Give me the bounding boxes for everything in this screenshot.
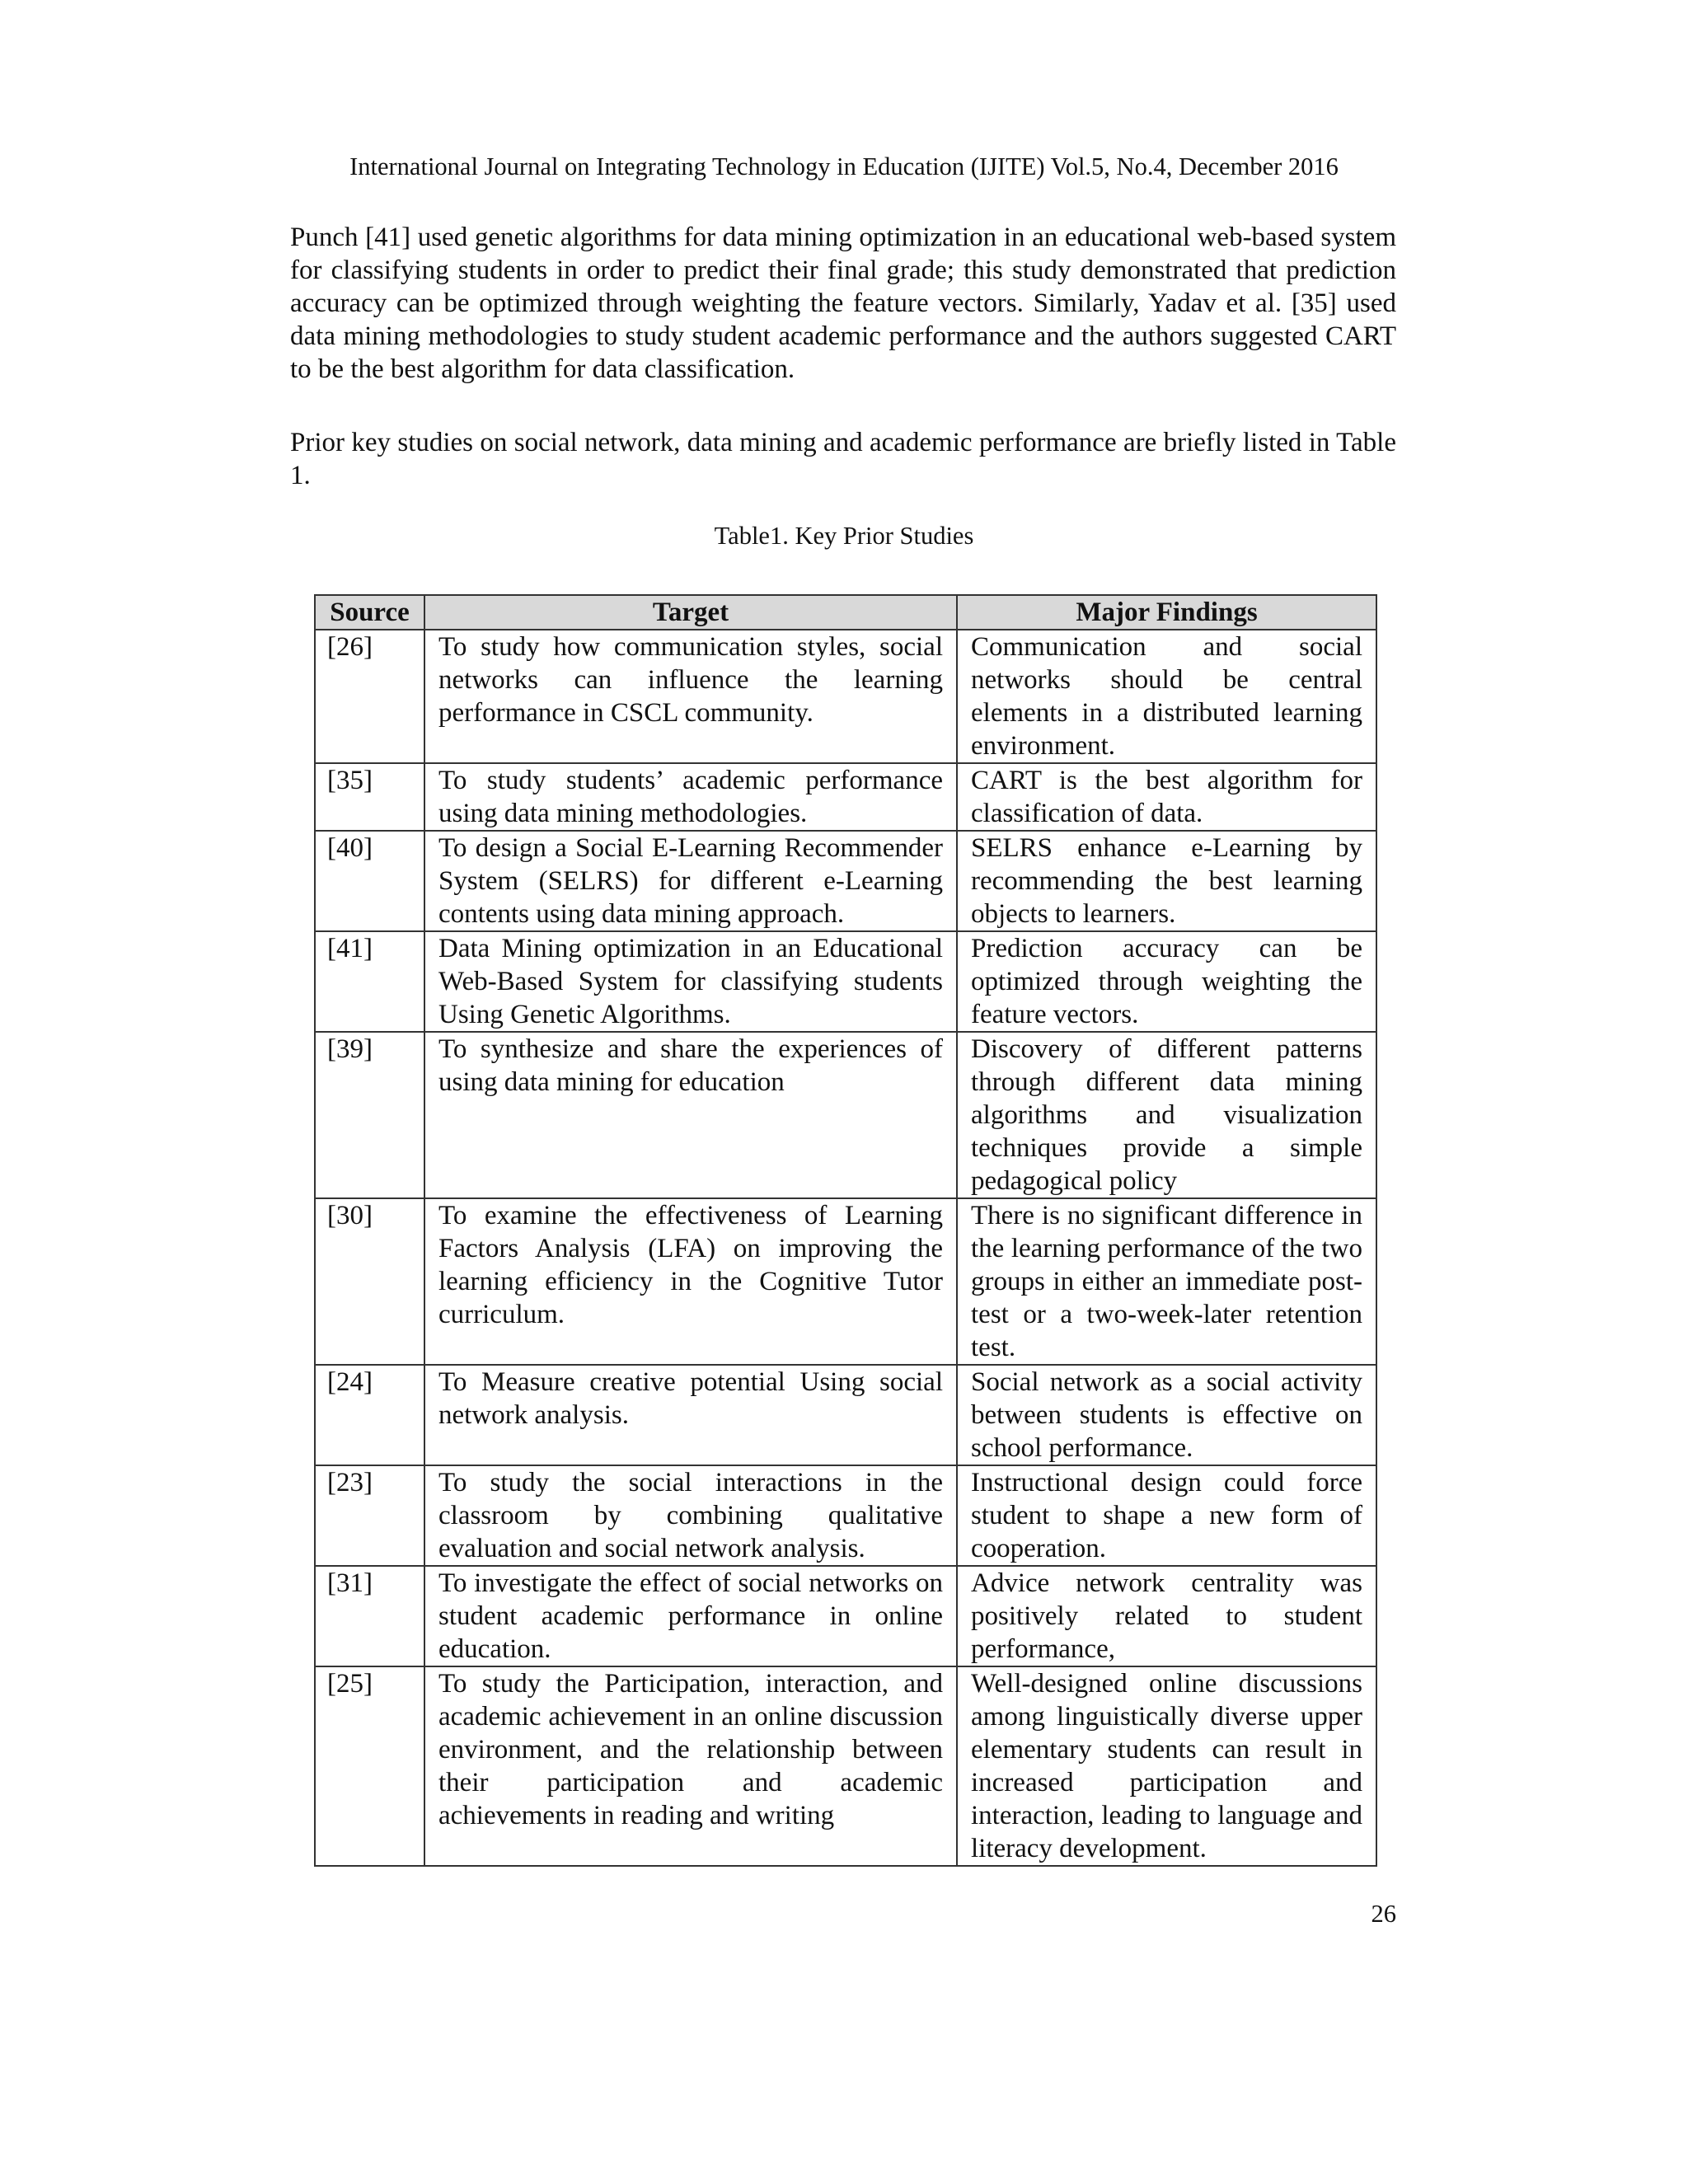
table-row (315, 831, 1376, 931)
target-cell: Data Mining optimization in an Educational Web-Based System for classifying students Using Genetic Algorithms. (424, 931, 957, 1032)
target-cell: To study how communication styles, social networks can influence the learning performance in CSCL community. (424, 630, 957, 763)
target-cell: To investigate the effect of social networks on student academic performance in online education. (424, 1566, 957, 1666)
table-row (315, 1666, 1376, 1866)
findings-cell: Advice network centrality was positively related to student performance, (957, 1566, 1376, 1666)
findings-cell: CART is the best algorithm for classification of data. (957, 763, 1376, 831)
column-header-major-findings: Major Findings (957, 595, 1376, 630)
body-paragraph-2: Prior key studies on social network, data mining and academic performance are briefly listed in Table 1. (290, 428, 1396, 490)
source-cell: [35] (315, 763, 424, 831)
findings-cell: Communication and social networks should be central elements in a distributed learning environment. (957, 630, 1376, 763)
target-cell: To study the Participation, interaction, and academic achievement in an online discussion environment, and the relationship between their participation and academic achievements in reading and writing (424, 1666, 957, 1866)
source-cell: [31] (315, 1566, 424, 1666)
source-cell: [23] (315, 1465, 424, 1566)
key-prior-studies-table (314, 594, 1377, 1867)
target-cell: To study students’ academic performance using data mining methodologies. (424, 763, 957, 831)
source-cell: [30] (315, 1198, 424, 1365)
source-cell: [26] (315, 630, 424, 763)
column-header-target: Target (424, 595, 957, 630)
table-row (315, 1365, 1376, 1465)
key-prior-studies-table-wrapper (314, 594, 1376, 1867)
body-paragraph-1: Punch [41] used genetic algorithms for data mining optimization in an educational web-based system for classifying students in order to predict their final grade; this study demonstrated that prediction accuracy can be optimized through weighting the feature vectors. Similarly, Yadav et al. [35] used data mining methodologies to study student academic performance and the authors suggested CART to be the best algorithm for data classification. (290, 223, 1396, 384)
findings-cell: Well-designed online discussions among linguistically diverse upper elementary students can result in increased participation and interaction, leading to language and literacy development. (957, 1666, 1376, 1866)
table-row (315, 931, 1376, 1032)
source-cell: [41] (315, 931, 424, 1032)
findings-cell: Prediction accuracy can be optimized through weighting the feature vectors. (957, 931, 1376, 1032)
table-row (315, 630, 1376, 763)
source-cell: [24] (315, 1365, 424, 1465)
source-cell: [25] (315, 1666, 424, 1866)
findings-cell: There is no significant difference in the learning performance of the two groups in either an immediate post-test or a two-week-later retention test. (957, 1198, 1376, 1365)
table-caption: Table1. Key Prior Studies (714, 522, 974, 550)
source-cell: [39] (315, 1032, 424, 1198)
target-cell: To Measure creative potential Using social network analysis. (424, 1365, 957, 1465)
running-header: International Journal on Integrating Technology in Education (IJITE) Vol.5, No.4, December 2016 (349, 152, 1339, 180)
findings-cell: Social network as a social activity between students is effective on school performance. (957, 1365, 1376, 1465)
table-header-row (315, 595, 1376, 630)
findings-cell: Discovery of different patterns through different data mining algorithms and visualization techniques provide a simple pedagogical policy (957, 1032, 1376, 1198)
target-cell: To design a Social E-Learning Recommender System (SELRS) for different e-Learning contents using data mining approach. (424, 831, 957, 931)
page-number: 26 (1371, 1900, 1396, 1928)
findings-cell: Instructional design could force student to shape a new form of cooperation. (957, 1465, 1376, 1566)
table-row (315, 1465, 1376, 1566)
target-cell: To examine the effectiveness of Learning Factors Analysis (LFA) on improving the learning efficiency in the Cognitive Tutor curriculum. (424, 1198, 957, 1365)
column-header-source: Source (315, 595, 424, 630)
table-row (315, 1198, 1376, 1365)
target-cell: To synthesize and share the experiences of using data mining for education (424, 1032, 957, 1198)
table-row (315, 1566, 1376, 1666)
source-cell: [40] (315, 831, 424, 931)
findings-cell: SELRS enhance e-Learning by recommending the best learning objects to learners. (957, 831, 1376, 931)
target-cell: To study the social interactions in the classroom by combining qualitative evaluation and social network analysis. (424, 1465, 957, 1566)
table-row (315, 1032, 1376, 1198)
table-row (315, 763, 1376, 831)
